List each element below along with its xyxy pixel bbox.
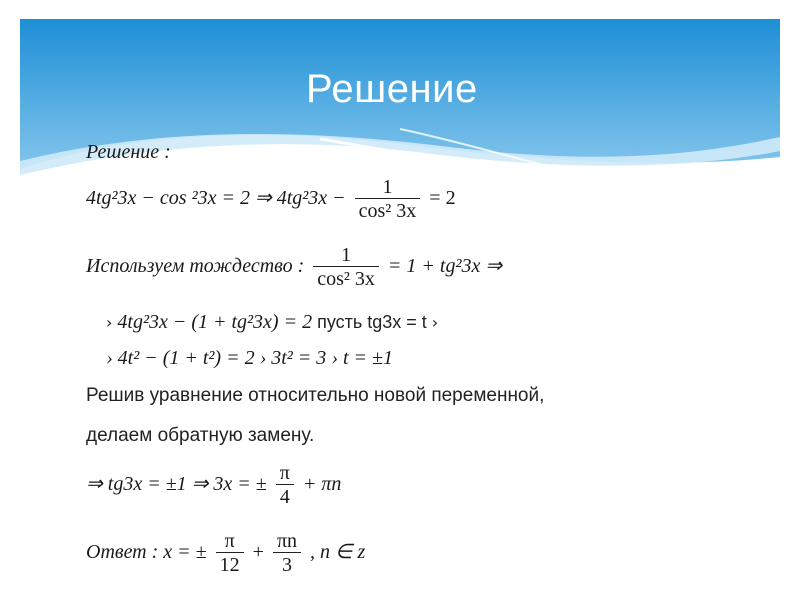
equation-4-fraction	[276, 462, 294, 509]
identity-frac-num: 1	[341, 244, 352, 266]
identity-frac-den: cos² 3x	[313, 266, 379, 291]
equation-4-frac-den: 4	[276, 484, 294, 509]
slide-title: Решение	[306, 67, 478, 111]
answer-line	[86, 530, 365, 577]
answer-fraction-2	[273, 530, 301, 577]
text-line-2: делаем обратную замену.	[86, 425, 315, 446]
equation-1-fraction	[355, 176, 421, 223]
equation-4-lhs: ⇒ tg3x = ±1 ⇒ 3x = ±	[86, 473, 267, 496]
identity-rhs: = 1 + tg²3x ⇒	[387, 255, 503, 278]
equation-1-lhs: 4tg²3x − cos ²3x = 2 ⇒ 4tg²3x −	[86, 187, 346, 210]
answer-lhs: x = ±	[163, 541, 207, 564]
answer-tail: , n ∈ z	[310, 541, 366, 564]
answer-frac2-num: πn	[276, 530, 298, 552]
answer-frac2-den: 3	[273, 552, 301, 577]
equation-2-let: пусть tg3x = t	[317, 312, 427, 332]
equation-4	[86, 462, 341, 509]
equation-2-tail: ›	[431, 313, 439, 332]
text-line-1: Решив уравнение относительно новой переменной,	[86, 385, 545, 406]
equation-2-expr: 4tg²3x − (1 + tg²3x) = 2	[117, 311, 313, 333]
equation-1-rhs: = 2	[429, 187, 456, 210]
identity-line	[86, 244, 502, 291]
equation-2-lead: ›	[106, 313, 113, 332]
identity-label: Используем тождество :	[86, 255, 305, 278]
equation-1	[86, 176, 456, 223]
solution-heading: Решение :	[86, 141, 171, 163]
equation-3: › 4t² − (1 + t²) = 2 › 3t² = 3 › t = ±1	[106, 347, 393, 369]
equation-2	[106, 310, 438, 335]
equation-4-frac-num: π	[279, 462, 290, 484]
equation-1-frac-den: cos² 3x	[355, 198, 421, 223]
answer-label: Ответ :	[86, 541, 159, 564]
answer-frac1-den: 12	[216, 552, 244, 577]
equation-4-rhs: + πn	[302, 473, 342, 496]
equation-1-frac-num: 1	[382, 176, 393, 198]
identity-fraction	[313, 244, 379, 291]
answer-frac1-num: π	[224, 530, 235, 552]
answer-fraction-1	[216, 530, 244, 577]
answer-plus: +	[252, 541, 264, 564]
